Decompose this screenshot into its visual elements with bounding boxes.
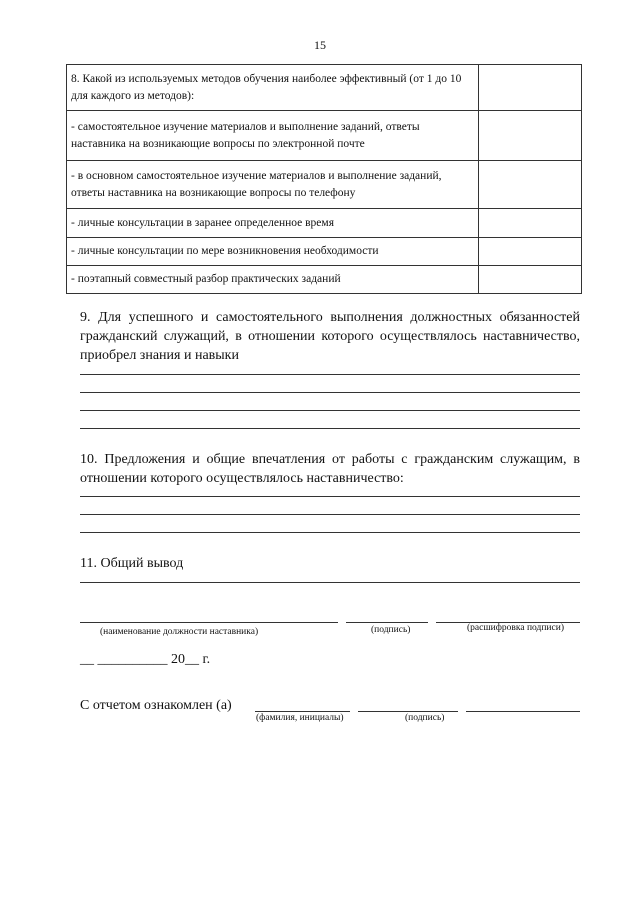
table-row — [67, 266, 582, 294]
table-row — [67, 65, 582, 111]
acknowledgement-text: С отчетом ознакомлен (а) — [80, 698, 232, 713]
method-cell: - самостоятельное изучение материалов и выполнение заданий, ответы наставника на возникающие вопросы по электронной почте — [67, 111, 479, 161]
question9-text: 9. Для успешного и самостоятельного выполнения должностных обязанностей гражданский служащий, в отношении которого осуществлялось наставничество, приобрел знания и навыки — [80, 310, 580, 363]
date-line: __ __________ 20__ г. — [80, 652, 211, 667]
extra-line[interactable] — [466, 711, 580, 712]
methods-table — [66, 64, 582, 294]
question8-header: 8. Какой из используемых методов обучения наиболее эффективный (от 1 до 10 для каждого из методов): — [67, 65, 479, 111]
answer-line[interactable] — [80, 428, 580, 429]
table-row — [67, 209, 582, 238]
answer-line[interactable] — [80, 374, 580, 375]
position-line[interactable] — [80, 622, 338, 623]
score-cell[interactable] — [479, 161, 582, 209]
method-cell: - поэтапный совместный разбор практических заданий — [67, 266, 479, 294]
score-cell[interactable] — [479, 65, 582, 111]
question11-text: 11. Общий вывод — [80, 556, 184, 571]
decoding-caption: (расшифровка подписи) — [467, 623, 564, 633]
name-caption: (фамилия, инициалы) — [256, 713, 344, 723]
score-cell[interactable] — [479, 111, 582, 161]
score-cell[interactable] — [479, 209, 582, 238]
method-cell: - личные консультации по мере возникновения необходимости — [67, 238, 479, 266]
answer-line[interactable] — [80, 392, 580, 393]
score-cell[interactable] — [479, 238, 582, 266]
signature-line[interactable] — [346, 622, 428, 623]
table-row — [67, 161, 582, 209]
answer-line[interactable] — [80, 514, 580, 515]
table-row — [67, 111, 582, 161]
name-line[interactable] — [255, 711, 350, 712]
ack-signature-caption: (подпись) — [405, 713, 445, 723]
score-cell[interactable] — [479, 266, 582, 294]
position-caption: (наименование должности наставника) — [100, 627, 259, 637]
question10-text: 10. Предложения и общие впечатления от работы с гражданским служащим, в отношении которого осуществлялось наставничество: — [80, 452, 580, 486]
answer-line[interactable] — [80, 496, 580, 497]
answer-line[interactable] — [80, 532, 580, 533]
table-row — [67, 238, 582, 266]
answer-line[interactable] — [80, 582, 580, 583]
page-number: 15 — [314, 38, 326, 52]
answer-line[interactable] — [80, 410, 580, 411]
method-cell: - личные консультации в заранее определенное время — [67, 209, 479, 238]
method-cell: - в основном самостоятельное изучение материалов и выполнение заданий, ответы наставника на возникающие вопросы по телефону — [67, 161, 479, 209]
signature-line[interactable] — [358, 711, 458, 712]
signature-caption: (подпись) — [371, 625, 411, 635]
